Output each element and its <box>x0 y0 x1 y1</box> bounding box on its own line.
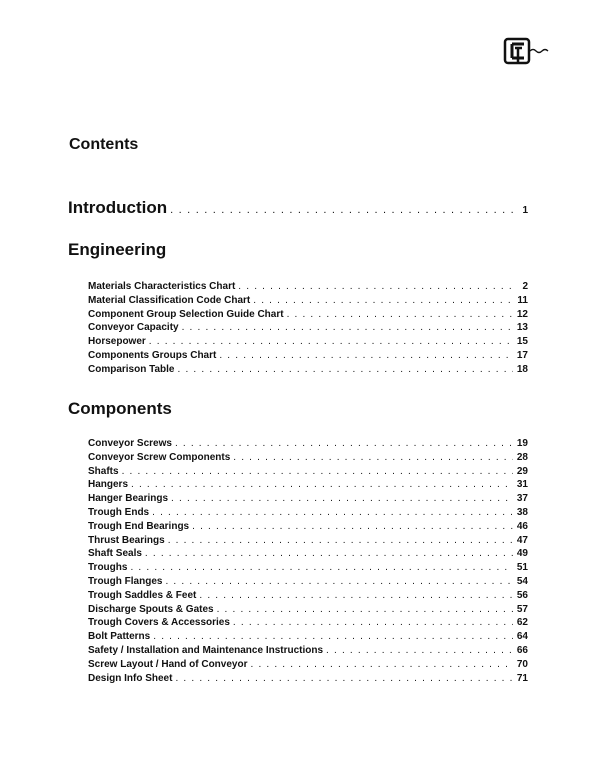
dot-leader <box>253 294 513 308</box>
toc-entry-label: Trough Saddles & Feet <box>88 589 197 601</box>
dot-leader <box>152 506 513 520</box>
dot-leader <box>131 478 513 492</box>
toc-entry-label: Introduction <box>68 198 168 217</box>
toc-entry-page: 29 <box>516 465 528 477</box>
dot-leader <box>171 492 513 506</box>
toc-entry <box>88 630 528 644</box>
toc-entry <box>88 616 528 630</box>
toc-entry-page: 57 <box>516 603 528 615</box>
dot-leader <box>219 349 513 363</box>
toc-entry-label: Design Info Sheet <box>88 672 173 684</box>
dot-leader <box>153 630 513 644</box>
dot-leader <box>238 280 513 294</box>
section-heading-components: Components <box>68 399 172 418</box>
toc-entry-page: 46 <box>516 520 528 532</box>
toc-entry-page: 17 <box>516 349 528 361</box>
toc-entry <box>88 561 528 575</box>
dot-leader <box>326 644 513 658</box>
dot-leader <box>233 451 513 465</box>
page-title: Contents <box>69 136 139 153</box>
toc-entry <box>88 603 528 617</box>
toc-entry-label: Trough Flanges <box>88 575 163 587</box>
toc-entry <box>88 492 528 506</box>
toc-entry-page: 62 <box>516 617 528 629</box>
toc-entry <box>88 349 528 363</box>
toc-entry-page: 28 <box>516 451 528 463</box>
dot-leader <box>178 363 514 377</box>
components-entries <box>88 437 528 685</box>
dot-leader <box>122 465 513 479</box>
engineering-entries <box>88 280 528 377</box>
toc-entry <box>88 465 528 479</box>
toc-entry-page: 13 <box>516 322 528 334</box>
dot-leader <box>287 308 513 322</box>
dot-leader <box>233 616 513 630</box>
toc-entry-page: 49 <box>516 548 528 560</box>
toc-entry-page: 19 <box>516 438 528 449</box>
toc-entry-page: 37 <box>516 493 528 505</box>
dot-leader <box>199 589 513 603</box>
dot-leader <box>149 335 513 349</box>
toc-entry-page: 51 <box>516 562 528 574</box>
toc-entry-page: 11 <box>517 294 528 306</box>
toc-entry-page: 31 <box>516 479 528 491</box>
toc-entry <box>88 520 528 534</box>
toc-entry <box>88 534 528 548</box>
toc-entry-introduction <box>68 198 528 218</box>
toc-entry-page: 1 <box>522 205 528 216</box>
toc-entry <box>88 321 528 335</box>
toc-entry <box>88 644 528 658</box>
toc-entry <box>88 658 528 672</box>
toc-entry <box>88 363 528 377</box>
toc-entry-label: Material Classification Code Chart <box>88 294 251 306</box>
company-logo <box>503 36 555 66</box>
dot-leader <box>130 561 513 575</box>
toc-entry-page: 66 <box>516 644 528 656</box>
toc-entry-page: 47 <box>516 534 528 546</box>
toc-entry-label: Shafts <box>88 465 119 477</box>
toc-entry <box>88 280 528 294</box>
toc-entry-label: Comparison Table <box>88 363 175 375</box>
dot-leader <box>165 575 513 589</box>
toc-entry-page: 70 <box>516 658 528 670</box>
toc-entry-label: Horsepower <box>88 336 146 348</box>
toc-entry <box>88 437 528 451</box>
toc-entry-label: Shaft Seals <box>88 548 142 560</box>
section-heading-engineering: Engineering <box>68 240 167 259</box>
toc-entry-label: Trough Ends <box>88 506 150 518</box>
toc-entry-label: Safety / Installation and Maintenance Instructions <box>88 644 324 656</box>
toc-entry-page: 38 <box>516 506 528 518</box>
dot-leader <box>192 520 513 534</box>
dot-leader <box>217 603 513 617</box>
toc-entry-label: Conveyor Screws <box>88 438 172 449</box>
dot-leader <box>145 547 513 561</box>
dot-leader <box>175 437 513 451</box>
toc-entry <box>88 308 528 322</box>
toc-entry-label: Materials Characteristics Chart <box>88 281 236 292</box>
toc-entry-label: Hanger Bearings <box>88 493 169 505</box>
toc-entry <box>88 589 528 603</box>
toc-entry <box>88 575 528 589</box>
toc-entry-label: Bolt Patterns <box>88 631 151 643</box>
toc-entry <box>88 506 528 520</box>
toc-entry-page: 64 <box>516 631 528 643</box>
dot-leader <box>175 672 513 686</box>
toc-entry-page: 71 <box>516 672 528 684</box>
toc-entry-label: Component Group Selection Guide Chart <box>88 308 284 320</box>
toc-entry-label: Trough Covers & Accessories <box>88 617 230 629</box>
dot-leader <box>182 321 513 335</box>
toc-entry-page: 18 <box>516 363 528 375</box>
toc-entry-label: Troughs <box>88 562 128 574</box>
toc-entry-label: Components Groups Chart <box>88 349 217 361</box>
toc-entry-page: 56 <box>516 589 528 601</box>
toc-entry-label: Discharge Spouts & Gates <box>88 603 214 615</box>
toc-entry-page: 12 <box>516 308 528 320</box>
dot-leader <box>168 534 513 548</box>
toc-entry-page: 15 <box>516 336 528 348</box>
toc-entry-page: 2 <box>522 281 528 292</box>
toc-entry-label: Conveyor Capacity <box>88 322 179 334</box>
toc-entry-label: Hangers <box>88 479 129 491</box>
toc-entry-page: 54 <box>516 575 528 587</box>
toc-entry-label: Conveyor Screw Components <box>88 451 231 463</box>
toc-entry-label: Trough End Bearings <box>88 520 190 532</box>
dot-leader <box>250 658 513 672</box>
toc-entry <box>88 294 528 308</box>
toc-entry <box>88 478 528 492</box>
toc-entry <box>88 672 528 686</box>
toc-entry <box>88 335 528 349</box>
dot-leader <box>170 204 513 216</box>
toc-entry-label: Thrust Bearings <box>88 534 165 546</box>
toc-entry-label: Screw Layout / Hand of Conveyor <box>88 658 248 670</box>
toc-entry <box>88 451 528 465</box>
toc-entry <box>88 547 528 561</box>
